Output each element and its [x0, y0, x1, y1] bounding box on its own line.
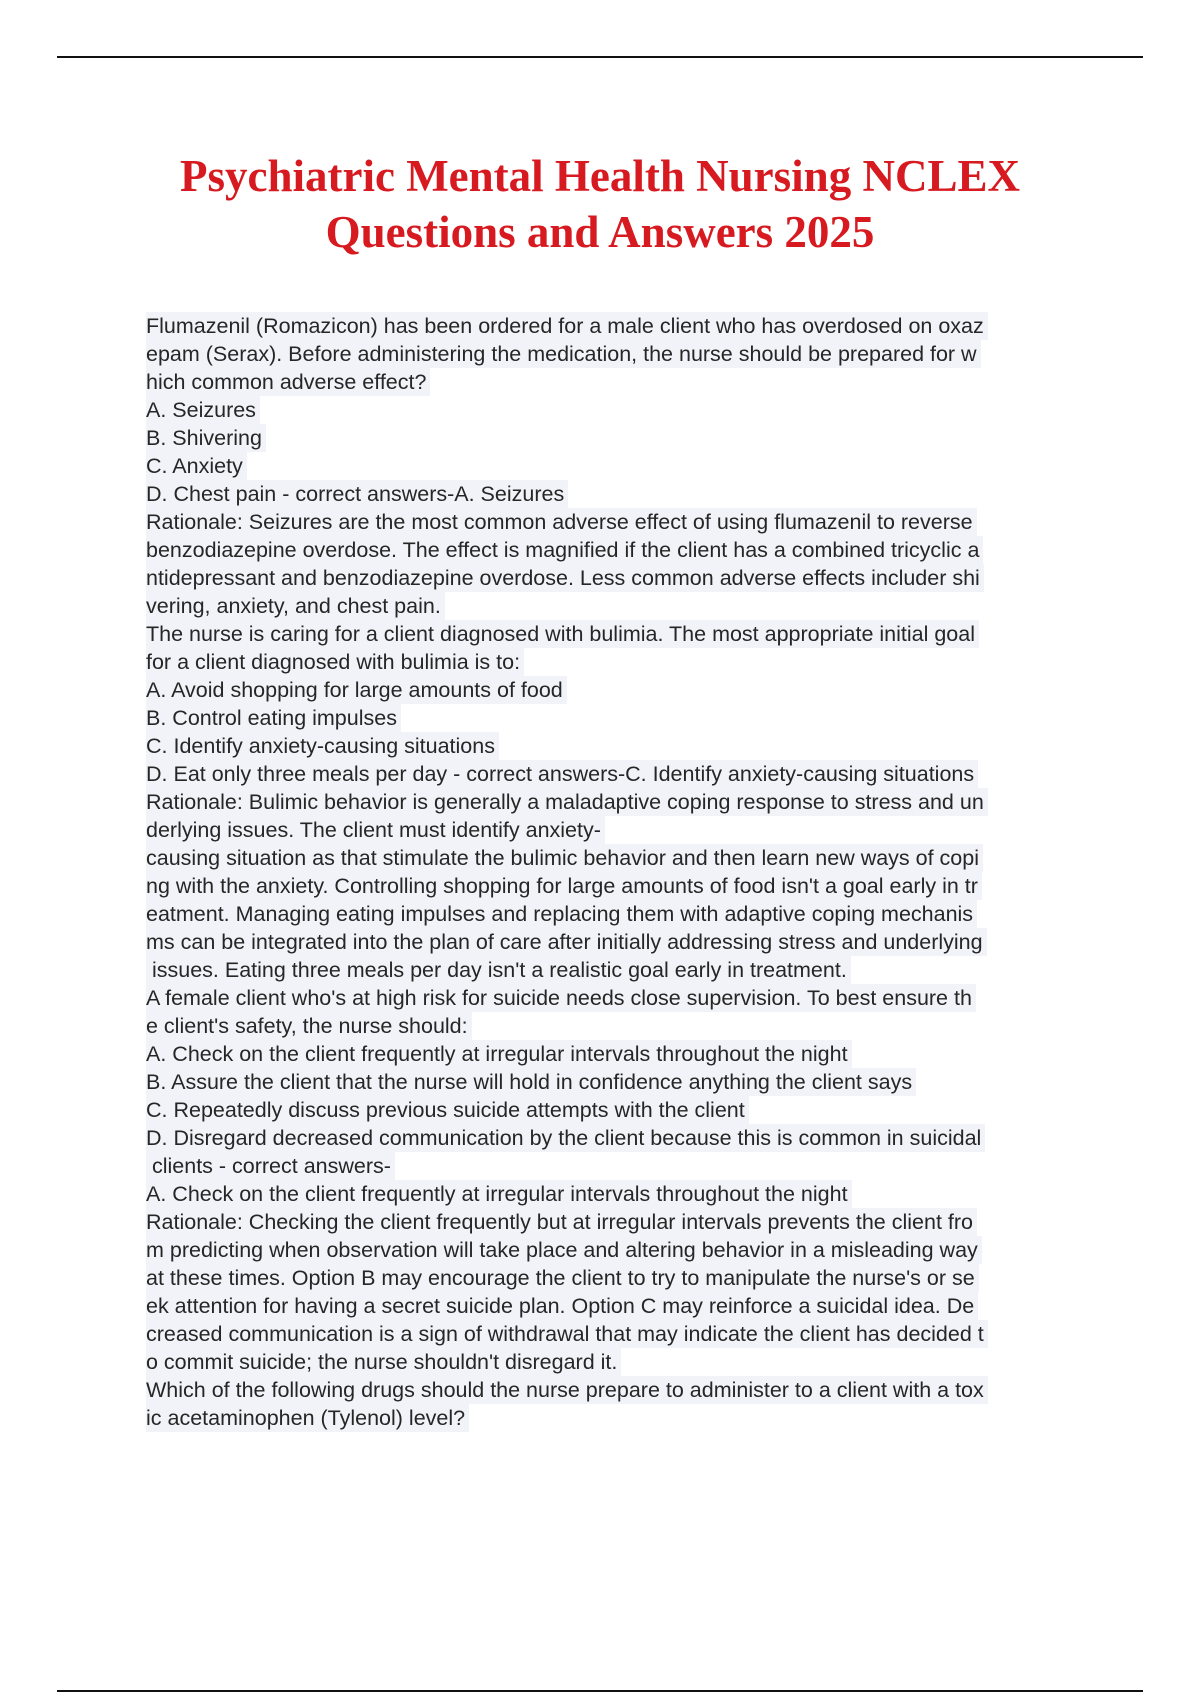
text-line: issues. Eating three meals per day isn't a realistic goal early in treatment.: [146, 956, 851, 984]
text-line: for a client diagnosed with bulimia is to:: [146, 648, 524, 676]
title-line: Psychiatric Mental Health Nursing NCLEX: [180, 151, 1020, 201]
text-line: D. Chest pain - correct answers-A. Seizures: [146, 480, 568, 508]
text-line: creased communication is a sign of withdrawal that may indicate the client has decided t: [146, 1320, 988, 1348]
text-line: epam (Serax). Before administering the medication, the nurse should be prepared for w: [146, 340, 981, 368]
text-line: ntidepressant and benzodiazepine overdose. Less common adverse effects includer shi: [146, 564, 984, 592]
text-line: hich common adverse effect?: [146, 368, 430, 396]
text-line: Which of the following drugs should the nurse prepare to administer to a client with a tox: [146, 1376, 988, 1404]
text-line: e client's safety, the nurse should:: [146, 1012, 472, 1040]
text-line: ek attention for having a secret suicide plan. Option C may reinforce a suicidal idea. De: [146, 1292, 978, 1320]
text-line: A female client who's at high risk for suicide needs close supervision. To best ensure th: [146, 984, 976, 1012]
text-line: benzodiazepine overdose. The effect is magnified if the client has a combined tricyclic a: [146, 536, 983, 564]
text-line: vering, anxiety, and chest pain.: [146, 592, 445, 620]
text-line: D. Eat only three meals per day - correct answers-C. Identify anxiety-causing situations: [146, 760, 978, 788]
text-line: C. Repeatedly discuss previous suicide attempts with the client: [146, 1096, 749, 1124]
text-line: ms can be integrated into the plan of care after initially addressing stress and underlying: [146, 928, 987, 956]
text-line: o commit suicide; the nurse shouldn't disregard it.: [146, 1348, 621, 1376]
text-line: at these times. Option B may encourage the client to try to manipulate the nurse's or se: [146, 1264, 979, 1292]
document-body: [146, 312, 1106, 1432]
text-line: B. Assure the client that the nurse will hold in confidence anything the client says: [146, 1068, 916, 1096]
text-line: Flumazenil (Romazicon) has been ordered for a male client who has overdosed on oxaz: [146, 312, 988, 340]
text-line: C. Identify anxiety-causing situations: [146, 732, 499, 760]
text-line: B. Control eating impulses: [146, 704, 401, 732]
text-line: The nurse is caring for a client diagnosed with bulimia. The most appropriate initial goal: [146, 620, 979, 648]
text-line: C. Anxiety: [146, 452, 247, 480]
text-line: A. Seizures: [146, 396, 260, 424]
text-line: A. Check on the client frequently at irregular intervals throughout the night: [146, 1180, 852, 1208]
text-line: A. Check on the client frequently at irregular intervals throughout the night: [146, 1040, 852, 1068]
text-line: ic acetaminophen (Tylenol) level?: [146, 1404, 469, 1432]
text-line: causing situation as that stimulate the bulimic behavior and then learn new ways of copi: [146, 844, 983, 872]
bottom-rule: [57, 1690, 1143, 1692]
title-line: Questions and Answers 2025: [325, 207, 875, 257]
text-line: Rationale: Bulimic behavior is generally a maladaptive coping response to stress and un: [146, 788, 988, 816]
page-title: [0, 148, 1200, 260]
text-line: D. Disregard decreased communication by the client because this is common in suicidal: [146, 1124, 985, 1152]
text-line: eatment. Managing eating impulses and replacing them with adaptive coping mechanis: [146, 900, 977, 928]
text-line: ng with the anxiety. Controlling shopping for large amounts of food isn't a goal early in tr: [146, 872, 982, 900]
text-line: B. Shivering: [146, 424, 266, 452]
text-line: Rationale: Checking the client frequently but at irregular intervals prevents the client fro: [146, 1208, 977, 1236]
text-line: clients - correct answers-: [146, 1152, 395, 1180]
text-line: Rationale: Seizures are the most common adverse effect of using flumazenil to reverse: [146, 508, 977, 536]
top-rule: [57, 56, 1143, 58]
text-line: m predicting when observation will take place and altering behavior in a misleading way: [146, 1236, 982, 1264]
text-line: derlying issues. The client must identify anxiety-: [146, 816, 605, 844]
text-line: A. Avoid shopping for large amounts of food: [146, 676, 567, 704]
